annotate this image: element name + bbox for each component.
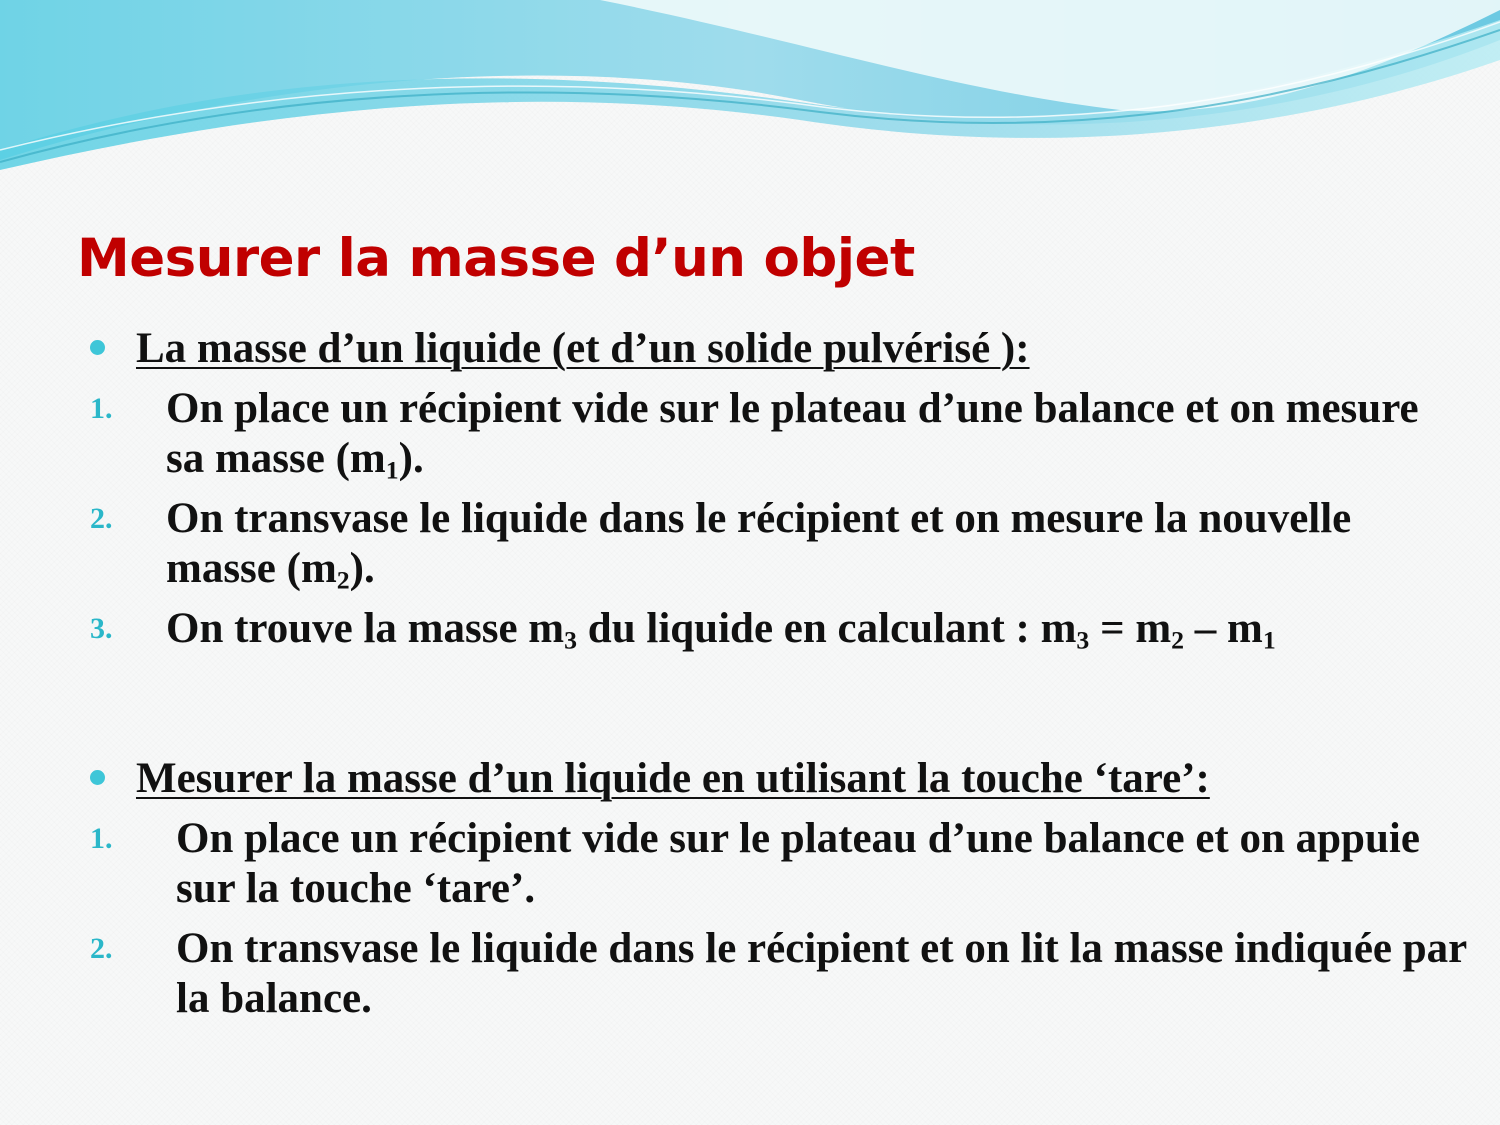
step-number: 3. (90, 612, 113, 645)
step-text: On place un récipient vide sur le plateau d’une balance et on appuie sur la touche ‘tare’. (176, 815, 1420, 912)
step-number: 1. (90, 392, 113, 425)
header-wave-decoration (0, 0, 1500, 180)
step-number: 2. (90, 502, 113, 535)
step-text: On transvase le liquide dans le récipient et on lit la masse indiquée par la balance. (176, 925, 1467, 1022)
step-text: On trouve la masse $m_3$ du liquide en calculant : $m_3 = m_2 - m_1$ (166, 605, 1276, 655)
step-text: On place un récipient vide sur le plateau d’une balance et on mesure sa masse $(m_1)$. (166, 385, 1419, 485)
step-number: 1. (90, 822, 113, 855)
section2-bullet (90, 754, 1480, 804)
section1-bullet (90, 324, 1480, 374)
step-number: 2. (90, 932, 113, 965)
step-text: On transvase le liquide dans le récipient et on mesure la nouvelle masse $(m_2)$. (166, 495, 1352, 595)
bullet-dot-icon (90, 770, 105, 785)
section1-heading: La masse d’un liquide (et d’un solide pulvérisé ): (136, 325, 1030, 372)
bullet-dot-icon (90, 340, 105, 355)
slide-title: Mesurer la masse d’un objet (77, 228, 915, 289)
section2-heading: Mesurer la masse d’un liquide en utilisant la touche ‘tare’: (136, 755, 1210, 802)
